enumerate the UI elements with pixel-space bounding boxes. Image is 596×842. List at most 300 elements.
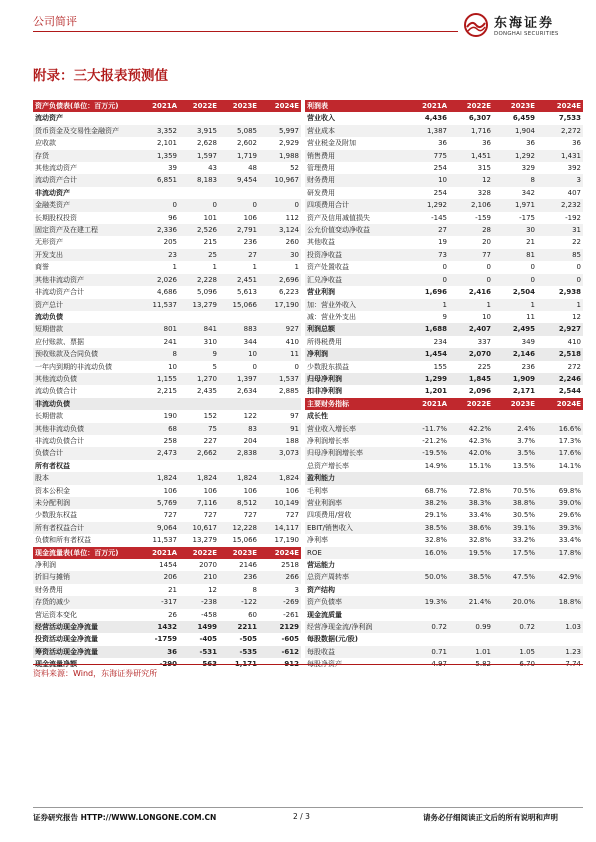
table-row: [33, 174, 301, 186]
table-row: [305, 361, 583, 373]
table-row: [305, 112, 583, 124]
row-value: 12: [208, 585, 217, 594]
row-value: [179, 112, 219, 124]
row-value: 2,927: [537, 323, 583, 335]
row-value: 30.5%: [512, 511, 535, 520]
row-value: 1,431: [537, 150, 583, 162]
row-value: 0: [493, 274, 537, 286]
row-value: 97: [290, 412, 299, 421]
company-logo: [463, 12, 578, 48]
row-value: 1,454: [407, 348, 449, 360]
row-label: 现金流质量: [307, 610, 342, 619]
row-value: 38.5%: [449, 571, 493, 583]
row-value: -19.5%: [407, 447, 449, 459]
row-value: [493, 472, 537, 484]
row-value: 236: [219, 571, 259, 583]
row-value: 0.72: [493, 621, 537, 633]
row-label: 流动负债: [35, 312, 63, 321]
table-row: [33, 497, 301, 509]
row-label: 一年内到期的非流动负债: [35, 362, 112, 371]
row-value: -505: [239, 635, 257, 644]
row-value: 2,246: [537, 373, 583, 385]
row-value: 1,292: [493, 150, 537, 162]
row-value: 68.7%: [424, 486, 447, 495]
row-value: 1: [537, 299, 583, 311]
row-value: 727: [285, 511, 299, 520]
row-value: 106: [243, 213, 257, 222]
row-value: 927: [259, 323, 301, 335]
row-value: 2,215: [156, 387, 177, 396]
table-header-row: [305, 100, 583, 112]
row-value: [259, 187, 301, 199]
row-value: 1: [252, 263, 257, 272]
row-value: 2,026: [139, 274, 179, 286]
row-value: 3.5%: [493, 447, 537, 459]
row-label: 资产处置收益: [307, 263, 349, 272]
row-value: [139, 187, 179, 199]
row-label: 非流动负债合计: [35, 436, 84, 445]
row-value: 152: [203, 412, 217, 421]
row-label: 预收账款及合同负债: [33, 348, 139, 360]
row-value: 2,929: [278, 139, 299, 148]
row-label: 总资产周转率: [305, 571, 407, 583]
page-title: 附录：三大报表预测值: [33, 68, 168, 84]
row-value: 26: [168, 610, 177, 619]
row-value: 2,146: [493, 348, 537, 360]
row-value: 234: [433, 337, 447, 346]
row-value: 3,124: [259, 224, 301, 236]
row-value: 727: [203, 511, 217, 520]
row-value: [537, 410, 583, 422]
row-value: 42.3%: [468, 436, 491, 445]
row-value: 36: [438, 139, 447, 148]
row-value: 36: [572, 139, 581, 148]
table-row: [305, 336, 583, 348]
row-value: [219, 187, 259, 199]
row-value: 1,597: [179, 150, 219, 162]
row-value: 10: [482, 312, 491, 321]
row-value: 2,504: [512, 288, 535, 297]
row-value: [449, 633, 493, 645]
row-value: [449, 410, 493, 422]
row-value: 2,495: [493, 323, 537, 335]
row-value: 8,512: [219, 497, 259, 509]
row-value: 38.8%: [493, 497, 537, 509]
row-label: 短期借款: [33, 323, 139, 335]
row-value: 206: [139, 571, 179, 583]
row-value: 344: [243, 337, 257, 346]
row-value: 32.8%: [424, 536, 447, 545]
table-row: [305, 323, 583, 335]
row-value: 68: [139, 423, 179, 435]
year-header: 2021A: [139, 547, 179, 559]
row-value: [407, 559, 449, 571]
row-value: 13,279: [192, 536, 217, 545]
row-value: 38.5%: [407, 522, 449, 534]
row-label: 成长性: [307, 412, 328, 421]
table-row: [305, 150, 583, 162]
table-row: [305, 187, 583, 199]
row-value: 2,435: [196, 387, 217, 396]
row-value: 3,073: [259, 447, 301, 459]
row-label: 所得税费用: [307, 337, 342, 346]
row-value: 69.8%: [558, 486, 581, 495]
table-row: [33, 299, 301, 311]
row-value: 258: [163, 436, 177, 445]
table-row: [305, 497, 583, 509]
table-row: [33, 224, 301, 236]
row-label: 开发支出: [33, 249, 139, 261]
row-value: 241: [163, 337, 177, 346]
row-value: 2129: [259, 621, 301, 633]
row-label: 长期股权投资: [35, 213, 77, 222]
row-value: 6,459: [512, 114, 535, 123]
row-value: [407, 609, 449, 621]
row-value: 17.6%: [537, 447, 583, 459]
row-label: 营运能力: [307, 561, 335, 570]
row-value: 21.4%: [449, 596, 493, 608]
row-value: 29.6%: [558, 511, 581, 520]
table-row: [33, 348, 301, 360]
row-label: 经营活动现金净流量: [33, 621, 139, 633]
row-value: 10,967: [259, 174, 301, 186]
row-value: 106: [243, 486, 257, 495]
row-value: 5,085: [219, 125, 259, 137]
row-value: 15.1%: [468, 461, 491, 470]
row-value: [537, 633, 583, 645]
row-label: 营业税金及附加: [307, 139, 356, 148]
row-value: 85: [537, 249, 583, 261]
row-value: 392: [567, 164, 581, 173]
row-value: 3: [294, 585, 299, 594]
table-row: [33, 435, 301, 447]
row-label: 毛利率: [307, 486, 328, 495]
table-row: [33, 522, 301, 534]
row-label: 非流动资产: [35, 188, 70, 197]
table-row: [33, 274, 301, 286]
table-row: [305, 547, 583, 559]
row-value: 2146: [239, 561, 257, 570]
row-label: 营业利润率: [305, 497, 407, 509]
row-value: 1: [212, 263, 217, 272]
row-value: 33.4%: [558, 536, 581, 545]
row-value: 14.1%: [558, 461, 581, 470]
row-value: 801: [139, 323, 179, 335]
row-value: [493, 609, 537, 621]
row-value: 50.0%: [407, 571, 449, 583]
row-value: 101: [203, 213, 217, 222]
table-row: [33, 236, 301, 248]
row-value: 1,719: [219, 150, 259, 162]
table-row: [33, 398, 301, 410]
table-row: [305, 199, 583, 211]
row-value: 81: [493, 249, 537, 261]
row-label: 所有者权益: [35, 461, 70, 470]
row-label: 汇兑净收益: [305, 274, 407, 286]
row-value: 1,904: [493, 125, 537, 137]
row-label: 经营净现金流/净利润: [305, 621, 407, 633]
row-value: 2,544: [558, 387, 581, 396]
row-value: 21: [168, 585, 177, 594]
table-row: [33, 373, 301, 385]
table-row: [305, 584, 583, 596]
row-value: 38.6%: [449, 522, 493, 534]
row-label: 利润总额: [305, 323, 407, 335]
page-number: 2 / 3: [293, 812, 310, 821]
table-row: [33, 584, 301, 596]
year-header: 2023E: [493, 100, 537, 112]
row-value: 2,938: [558, 288, 581, 297]
row-value: 0: [530, 263, 535, 272]
row-value: -458: [201, 610, 217, 619]
row-value: 1,299: [407, 373, 449, 385]
row-value: 8,183: [179, 174, 219, 186]
table-row: [305, 162, 583, 174]
row-value: 1,824: [139, 472, 179, 484]
row-label: 资产负债率: [305, 596, 407, 608]
row-value: 0: [486, 263, 491, 272]
row-value: 5: [212, 362, 217, 371]
row-value: -159: [475, 213, 491, 222]
row-value: 3,915: [179, 125, 219, 137]
row-value: 4,436: [424, 114, 447, 123]
row-value: [449, 584, 493, 596]
row-label: 净利润: [305, 348, 407, 360]
table-header-title: 现金流量表(单位：百万元): [33, 547, 139, 559]
row-label: 所有者权益合计: [33, 522, 139, 534]
row-value: 2,228: [179, 274, 219, 286]
table-row: [305, 261, 583, 273]
table-row: [33, 249, 301, 261]
table-row: [305, 522, 583, 534]
row-value: [219, 398, 259, 410]
row-value: 33.4%: [468, 511, 491, 520]
row-value: 122: [243, 412, 257, 421]
row-value: 106: [285, 486, 299, 495]
table-row: [305, 137, 583, 149]
row-value: 47.5%: [493, 571, 537, 583]
row-value: 1: [294, 263, 299, 272]
row-value: 1,909: [493, 373, 537, 385]
row-value: 1,696: [424, 288, 447, 297]
row-value: 106: [203, 486, 217, 495]
table-row: [33, 447, 301, 459]
row-value: 0: [576, 263, 581, 272]
row-label: 管理费用: [307, 164, 335, 173]
row-label: 减：营业外支出: [307, 312, 356, 321]
row-value: [179, 398, 219, 410]
row-value: 1,824: [259, 472, 301, 484]
table-row: [33, 571, 301, 583]
row-value: [179, 311, 219, 323]
table-row: [33, 485, 301, 497]
wave-logo-icon: [463, 12, 489, 38]
row-value: 9,454: [219, 174, 259, 186]
row-value: 91: [259, 423, 301, 435]
row-value: -317: [139, 596, 179, 608]
row-value: [179, 460, 219, 472]
row-value: [493, 410, 537, 422]
table-row: [33, 212, 301, 224]
row-value: [449, 609, 493, 621]
year-header: 2024E: [259, 547, 301, 559]
row-value: 1: [172, 263, 177, 272]
row-value: 15,066: [219, 299, 259, 311]
row-label: 筹资活动现金净流量: [33, 646, 139, 658]
row-value: 19.3%: [407, 596, 449, 608]
year-header: 2023E: [219, 100, 259, 112]
row-value: 22: [572, 238, 581, 247]
row-value: 225: [477, 362, 491, 371]
row-label: 销售费用: [305, 150, 407, 162]
row-value: 1,359: [139, 150, 179, 162]
year-header: 2024E: [259, 100, 301, 112]
row-value: 43: [208, 164, 217, 173]
row-value: [139, 398, 179, 410]
row-value: 0.72: [407, 621, 449, 633]
row-value: 1: [493, 299, 537, 311]
row-value: 27: [407, 224, 449, 236]
row-value: [139, 112, 179, 124]
table-row: [305, 571, 583, 583]
table-row: [33, 125, 301, 137]
balance-cashflow-table: [33, 100, 301, 671]
row-value: [493, 584, 537, 596]
row-label: 盈利能力: [305, 472, 407, 484]
table-row: [33, 633, 301, 645]
row-value: 17,190: [274, 536, 299, 545]
row-label: 非流动资产合计: [35, 288, 84, 297]
row-value: 155: [433, 362, 447, 371]
row-value: 8: [139, 348, 179, 360]
row-label: 资产结构: [307, 585, 335, 594]
row-label: 流动资产: [35, 114, 63, 123]
row-label: 总资产增长率: [307, 461, 349, 470]
row-label: 净利润增长率: [307, 436, 349, 445]
row-label: 四项费用/营收: [307, 511, 352, 520]
row-value: 31: [537, 224, 583, 236]
row-value: -192: [565, 213, 581, 222]
table-row: [305, 274, 583, 286]
footer-website: 证券研究报告 HTTP://WWW.LONGONE.COM.CN: [33, 813, 217, 822]
year-header: 2023E: [219, 547, 259, 559]
table-row: [33, 596, 301, 608]
row-value: 42.9%: [537, 571, 583, 583]
row-value: 11: [526, 312, 535, 321]
table-row: [305, 311, 583, 323]
footer-divider: [33, 807, 583, 808]
row-value: [407, 472, 449, 484]
row-value: 13,279: [179, 299, 219, 311]
row-label: ROE: [305, 547, 407, 559]
row-value: 2518: [281, 561, 299, 570]
row-label: 少数股东权益: [35, 511, 77, 520]
row-value: 33.2%: [512, 536, 535, 545]
row-value: 12: [572, 312, 581, 321]
row-value: 349: [521, 337, 535, 346]
row-value: 42.0%: [449, 447, 493, 459]
row-value: 0: [219, 199, 259, 211]
table-row: [305, 410, 583, 422]
table-row: [305, 373, 583, 385]
row-value: 410: [285, 337, 299, 346]
row-value: 1.23: [537, 646, 583, 658]
row-value: -122: [219, 596, 259, 608]
row-value: 19.5%: [449, 547, 493, 559]
header-divider: [33, 31, 458, 32]
row-value: 11: [259, 348, 301, 360]
row-value: -11.7%: [407, 423, 449, 435]
row-value: 30: [259, 249, 301, 261]
row-label: 负债合计: [33, 447, 139, 459]
row-value: 204: [243, 436, 257, 445]
row-value: 1.01: [449, 646, 493, 658]
row-value: 2,662: [179, 447, 219, 459]
row-value: 14,117: [259, 522, 301, 534]
row-value: 11,537: [152, 536, 177, 545]
footer-disclaimer: 请务必仔细阅读正文后的所有说明和声明: [423, 813, 558, 822]
row-value: 0: [442, 263, 447, 272]
table-row: [305, 236, 583, 248]
row-value: 13.5%: [512, 461, 535, 470]
row-value: 2,791: [219, 224, 259, 236]
row-value: 39.0%: [537, 497, 583, 509]
table-row: [33, 162, 301, 174]
row-value: 16.6%: [537, 423, 583, 435]
row-value: -612: [259, 646, 301, 658]
row-label: 归母净利润增长率: [305, 447, 407, 459]
row-value: 38.2%: [407, 497, 449, 509]
year-header: 2024E: [537, 100, 583, 112]
row-label: 其他非流动资产: [33, 274, 139, 286]
row-value: 9: [179, 348, 219, 360]
row-label: 存货: [33, 150, 139, 162]
row-value: 2,518: [537, 348, 583, 360]
row-value: 2,602: [236, 139, 257, 148]
row-value: 0: [537, 274, 583, 286]
row-value: 1,201: [424, 387, 447, 396]
row-value: 10,617: [179, 522, 219, 534]
row-value: 17.3%: [558, 436, 581, 445]
row-value: 0: [252, 362, 257, 371]
table-row: [305, 385, 583, 397]
row-label: 扣非净利润: [307, 387, 342, 396]
row-value: 0: [259, 199, 301, 211]
row-value: 14.9%: [424, 461, 447, 470]
row-value: [407, 633, 449, 645]
row-value: 188: [285, 436, 299, 445]
year-header: 2022E: [449, 398, 493, 410]
row-value: 2,106: [449, 199, 493, 211]
row-value: [537, 609, 583, 621]
row-value: 83: [219, 423, 259, 435]
table-row: [305, 596, 583, 608]
row-value: 70.5%: [512, 486, 535, 495]
row-value: -405: [199, 635, 217, 644]
table-row: [33, 534, 301, 546]
row-value: 17,190: [259, 299, 301, 311]
row-label: 财务费用: [305, 174, 407, 186]
row-value: 10: [407, 174, 449, 186]
table-row: [305, 174, 583, 186]
row-label: 四项费用合计: [305, 199, 407, 211]
row-value: [449, 559, 493, 571]
row-value: [407, 584, 449, 596]
row-value: 18.8%: [537, 596, 583, 608]
row-label: 净利率: [307, 536, 328, 545]
row-value: 36: [482, 139, 491, 148]
row-value: -531: [179, 646, 219, 658]
